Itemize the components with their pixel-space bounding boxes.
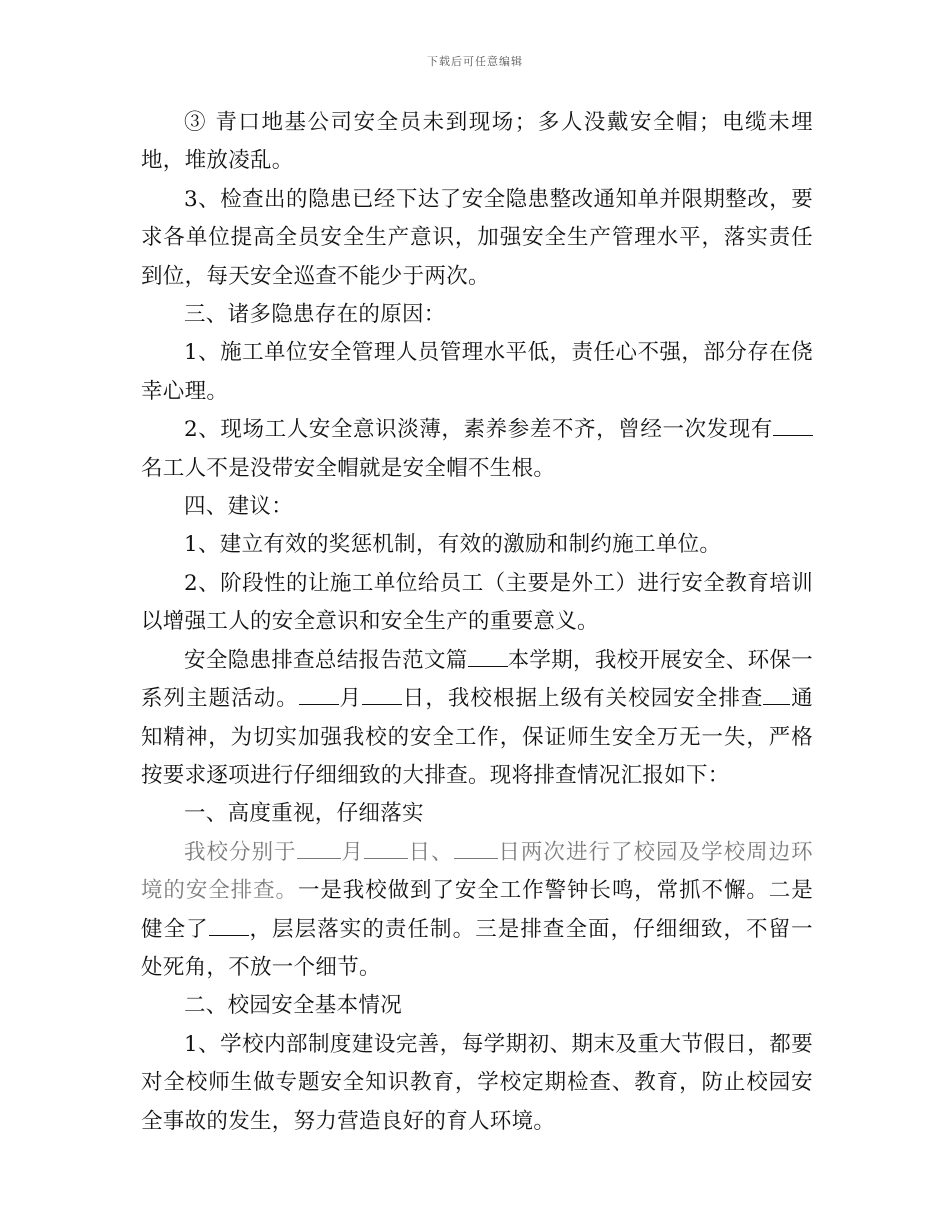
paragraph-9 — [141, 642, 813, 796]
paragraph-11 — [141, 834, 813, 988]
paragraph-9-part-b: 本学期，我校开展安全、环保一系列主题活动。 — [141, 647, 813, 712]
paragraph-9-part-e: 通知精神，为切实加强我校的安全工作，保证师生安全万无一失，严格按要求逐项进行仔细细致的大排查。现将排查情况汇报如下： — [141, 686, 813, 788]
paragraph-2: 3、检查出的隐患已经下达了安全隐患整改通知单并限期整改，要求各单位提高全员安全生产意识，加强安全生产管理水平，落实责任到位，每天安全巡查不能少于两次。 — [141, 186, 813, 289]
paragraph-9-part-a: 安全隐患排查总结报告范文篇 — [184, 647, 468, 673]
paragraph-11-part-b: 月 — [340, 839, 364, 865]
paragraph-5-part-a: 2、现场工人安全意识淡薄，素养参差不齐，曾经一次发现有 — [184, 417, 773, 443]
paragraph-9-part-c: 月 — [338, 686, 363, 712]
paragraph-8: 2、阶段性的让施工单位给员工（主要是外工）进行安全教育培训以增强工人的安全意识和安全生产的重要意义。 — [141, 570, 813, 635]
fill-blank — [299, 684, 339, 705]
fill-blank — [297, 838, 341, 859]
section-heading-attention: 一、高度重视，仔细落实 — [184, 801, 424, 827]
section-heading-suggestions: 四、建议： — [184, 494, 294, 520]
paragraph-11-part-e: 一是我校做到了安全工作警钟长鸣，常抓不懈。二是健全了 — [141, 878, 813, 942]
paragraph-5-part-b: 名工人不是没带安全帽就是安全帽不生根。 — [141, 455, 556, 481]
fill-blank — [773, 415, 813, 436]
paragraph-11-part-a: 我校分别于 — [184, 839, 297, 865]
fill-blank — [454, 838, 498, 859]
fill-blank — [468, 646, 508, 667]
paragraph-4: 1、施工单位安全管理人员管理水平低，责任心不强，部分存在侥幸心理。 — [141, 340, 813, 404]
fill-blank — [763, 684, 790, 705]
document-body — [141, 104, 813, 1141]
section-heading-causes: 三、诸多隐患存在的原因： — [184, 302, 446, 328]
section-heading-campus-safety: 二、校园安全基本情况 — [184, 993, 403, 1019]
paragraph-13: 1、学校内部制度建设完善，每学期初、期末及重大节假日，都要对全校师生做专题安全知识教育，学校定期检查、教育，防止校园安全事故的发生，努力营造良好的育人环境。 — [141, 1031, 813, 1134]
page-header-note: 下载后可任意编辑 — [427, 55, 523, 68]
fill-blank — [364, 838, 408, 859]
paragraph-11-part-c: 日、 — [407, 839, 454, 865]
paragraph-5 — [141, 411, 813, 488]
fill-blank — [362, 684, 402, 705]
paragraph-9-part-d: 日，我校根据上级有关校园安全排查 — [402, 686, 764, 712]
paragraph-11-part-d: 日两次进行了校园及学校周边环境的安全排查。 — [141, 839, 813, 904]
paragraph-7: 1、建立有效的奖惩机制，有效的激励和制约施工单位。 — [184, 532, 722, 558]
paragraph-1: ③ 青口地基公司安全员未到现场；多人没戴安全帽；电缆未埋地，堆放凌乱。 — [141, 110, 813, 174]
fill-blank — [209, 915, 249, 936]
paragraph-11-part-f: ，层层落实的责任制。三是排查全面，仔细细致，不留一处死角，不放一个细节。 — [141, 916, 813, 980]
